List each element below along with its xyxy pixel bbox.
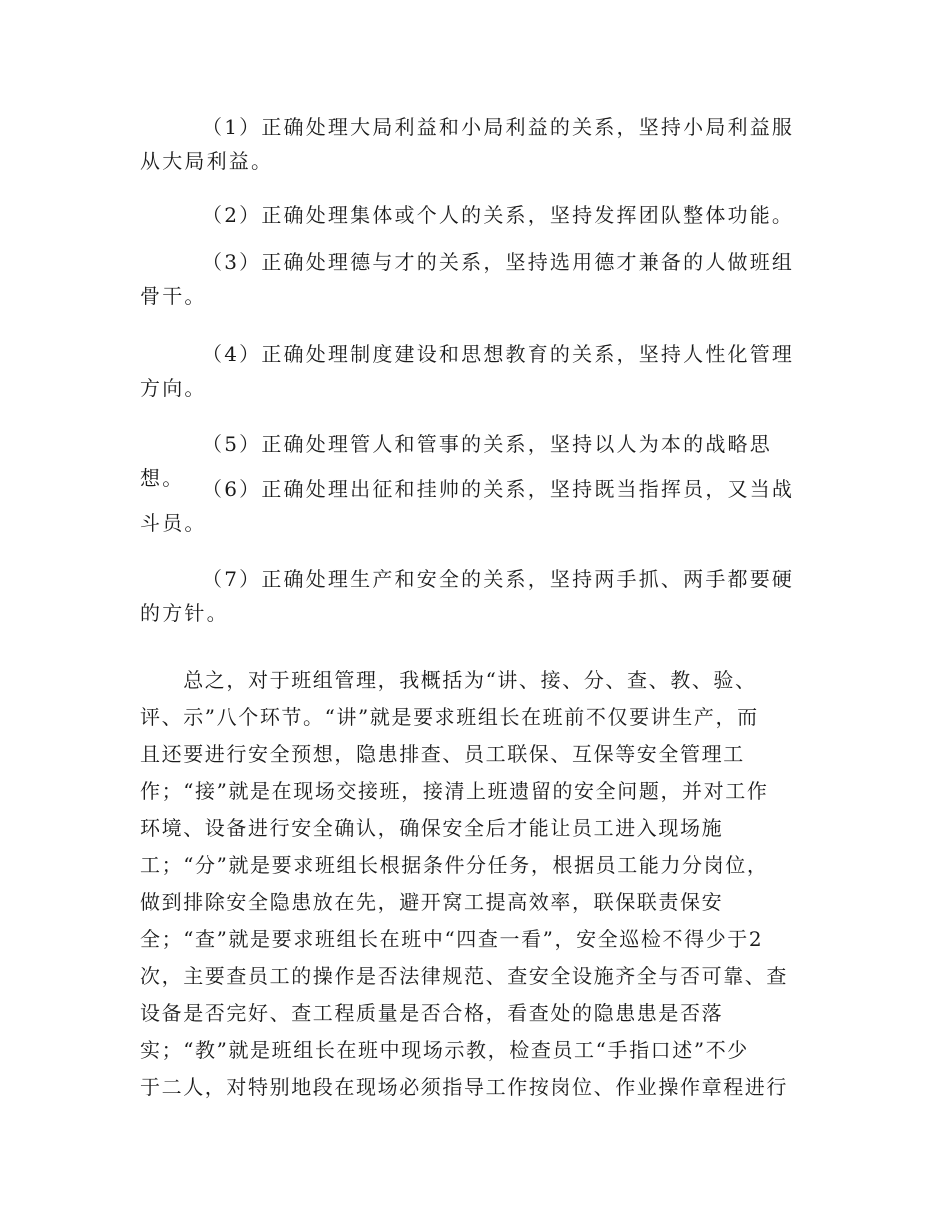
summary-line-5: 环境、设备进行安全确认，确保安全后才能让员工进入现场施	[140, 816, 724, 840]
summary-line-3: 且还要进行安全预想，隐患排查、员工联保、互保等安全管理工	[140, 742, 745, 766]
list-item-6: （6）正确处理出征和挂帅的关系，坚持既当指挥员，又当战斗员。	[140, 477, 795, 535]
list-item-1: （1）正确处理大局利益和小局利益的关系，坚持小局利益服从大局利益。	[140, 115, 795, 173]
summary-line-8: 全；“查”就是要求班组长在班中“四查一看”，安全巡检不得少于2	[140, 927, 764, 951]
summary-line-4: 作；“接”就是在现场交接班，接清上班遗留的安全问题，并对工作	[140, 779, 769, 803]
list-item-5: （5）正确处理管人和管事的关系，坚持以人为本的战略思想。	[140, 432, 772, 490]
summary-line-11: 实；“教”就是班组长在班中现场示教，检查员工“手指口述”不少	[140, 1038, 749, 1062]
summary-line-1: 总之，对于班组管理，我概括为“讲、接、分、查、教、验、	[140, 668, 757, 692]
summary-line-12: 于二人，对特别地段在现场必须指导工作按岗位、作业操作章程进行	[140, 1075, 788, 1099]
summary-line-9: 次，主要查员工的操作是否法律规范、查安全设施齐全与否可靠、查	[140, 964, 788, 988]
list-item-2: （2）正确处理集体或个人的关系，坚持发挥团队整体功能。	[202, 203, 795, 227]
summary-line-7: 做到排除安全隐患放在先，避开窝工提高效率，联保联责保安	[140, 890, 724, 914]
list-item-3: （3）正确处理德与才的关系，坚持选用德才兼备的人做班组骨干。	[140, 250, 795, 308]
summary-line-2: 评、示”八个环节。“讲”就是要求班组长在班前不仅要讲生产，而	[140, 705, 759, 729]
list-item-4: （4）正确处理制度建设和思想教育的关系，坚持人性化管理方向。	[140, 342, 795, 400]
summary-line-10: 设备是否完好、查工程质量是否合格，看查处的隐患患是否落	[140, 1001, 724, 1025]
list-item-7: （7）正确处理生产和安全的关系，坚持两手抓、两手都要硬的方针。	[140, 567, 795, 625]
summary-line-6: 工；“分”就是要求班组长根据条件分任务，根据员工能力分岗位，	[140, 853, 769, 877]
